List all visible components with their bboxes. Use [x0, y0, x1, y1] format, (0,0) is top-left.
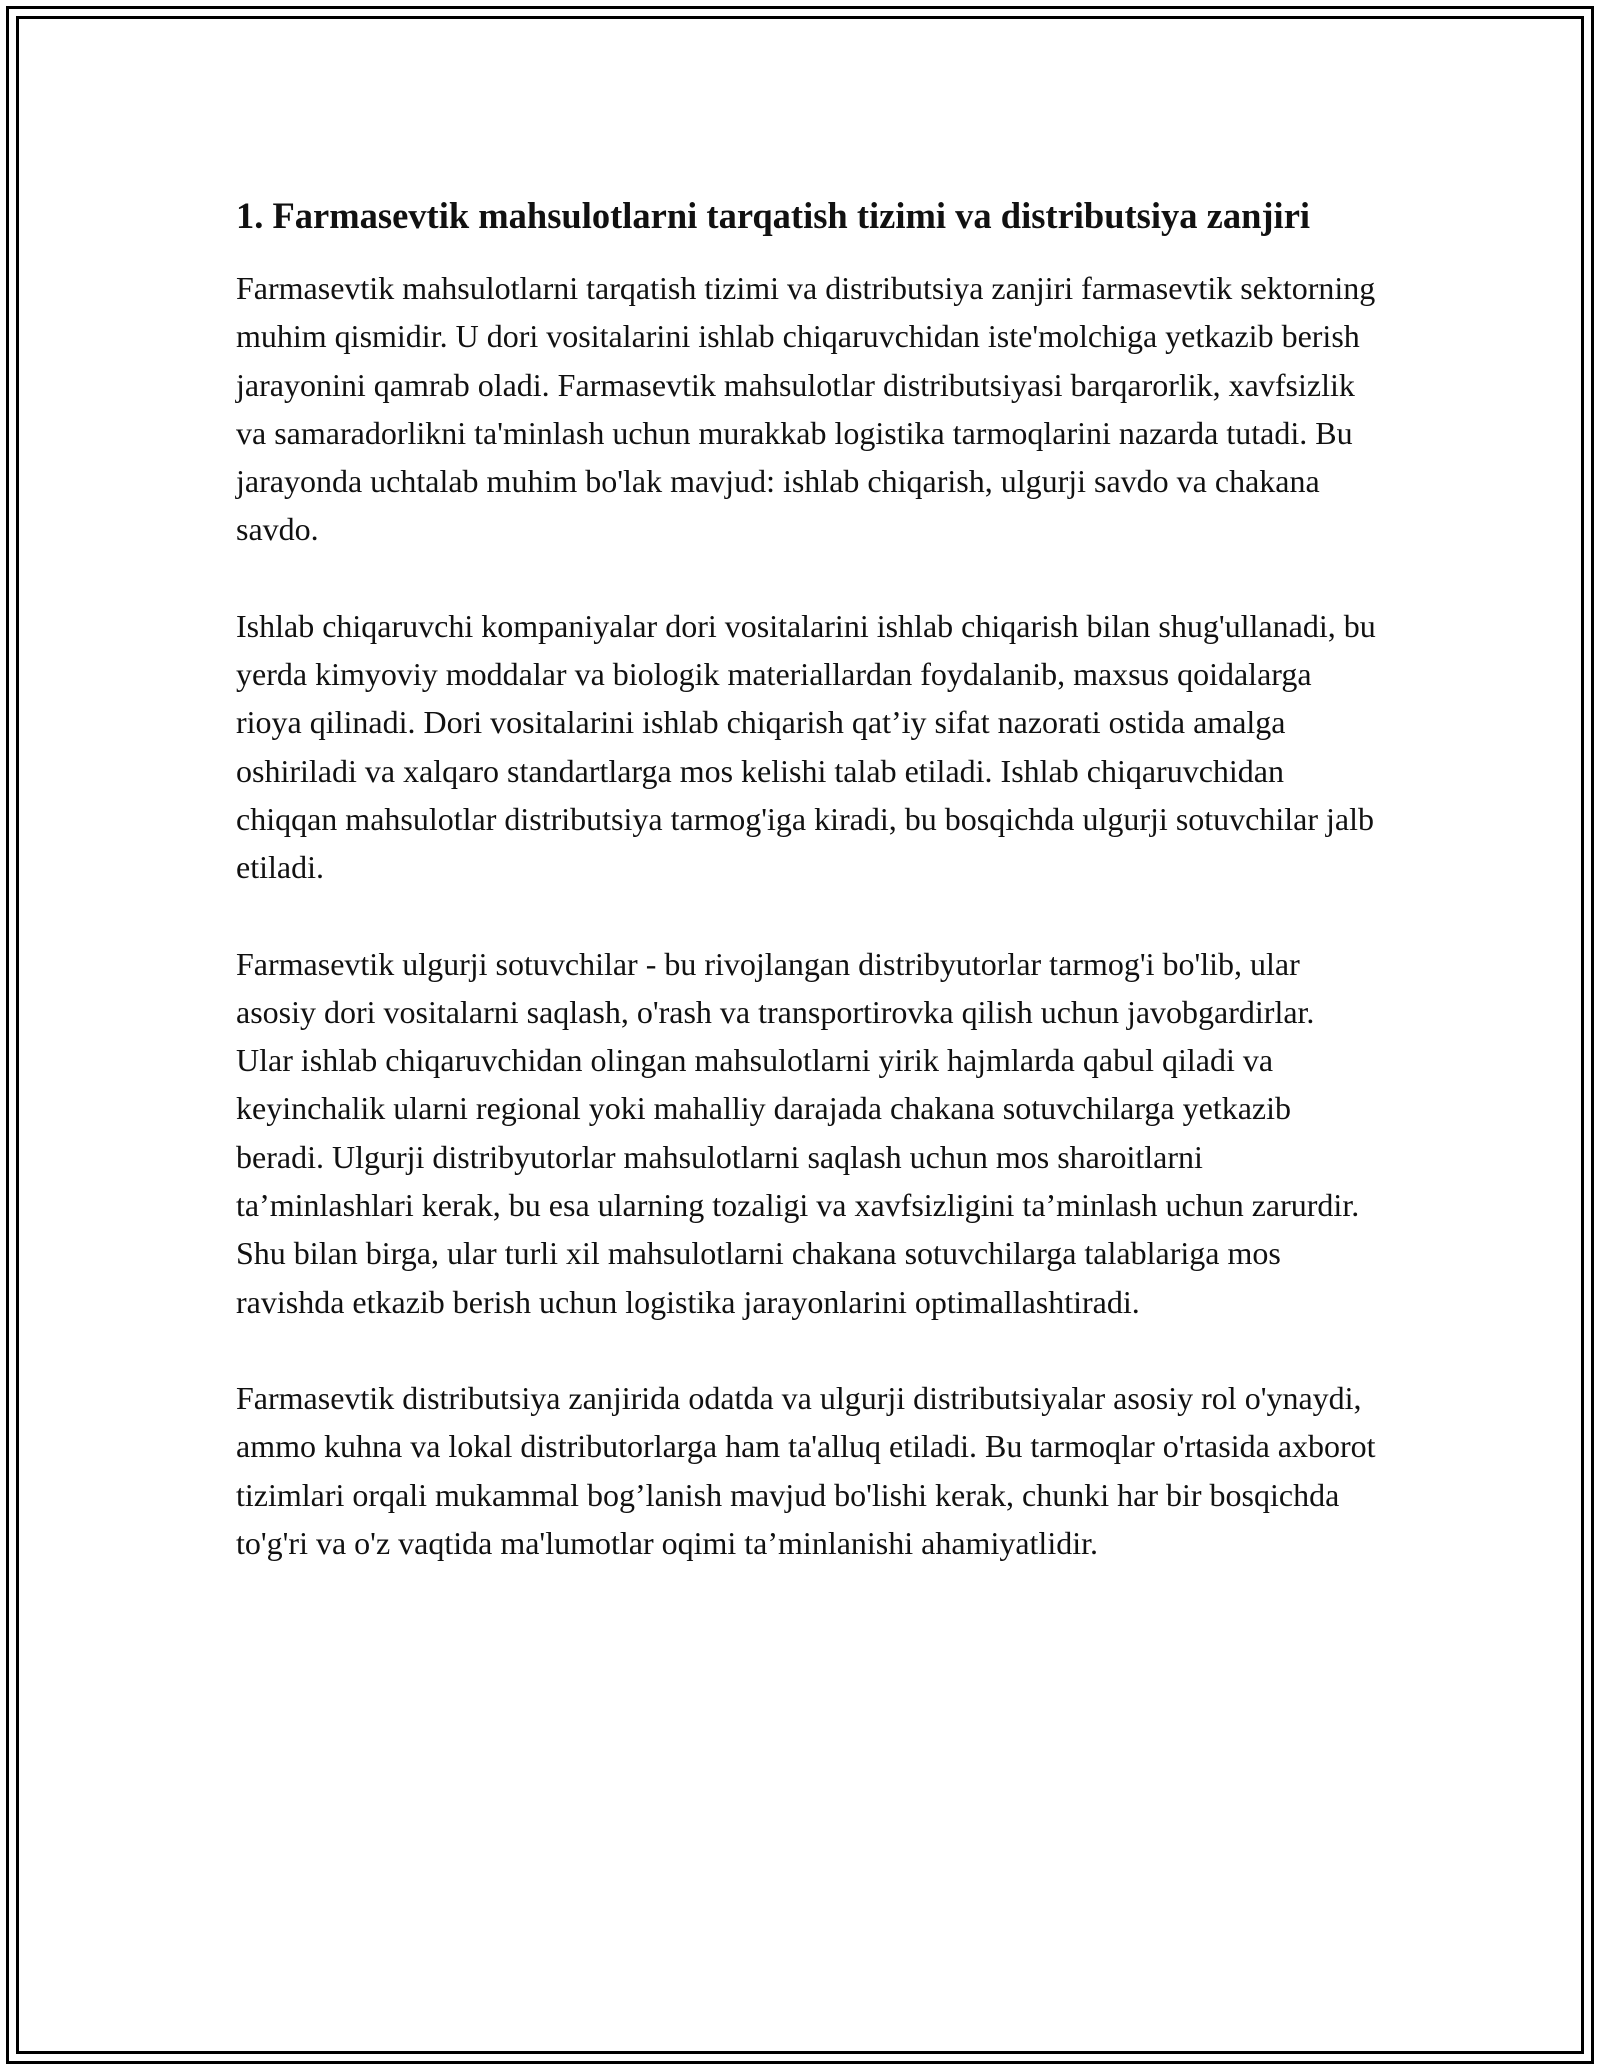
document-body [236, 188, 1376, 1615]
section-title: 1. Farmasevtik mahsulotlarni tarqatish tizimi va distributsiya zanjiri [236, 195, 1311, 236]
paragraph-3: Farmasevtik ulgurji sotuvchilar - bu rivojlangan distribyutorlar tarmog'i bo'lib, ular asosiy dori vositalarni saqlash, o'rash va transportirovka qilish uchun javobgardirlar. Ular ishlab chiqaruvchidan olingan mahsulotlarni yirik hajmlarda qabul qiladi va keyinchalik ularni regional yoki mahalliy darajada chakana sotuvchilarga yetkazib beradi. Ulgurji distribyutorlar mahsulotlarni saqlash uchun mos sharoitlarni ta’minlashlari kerak, bu esa ularning tozaligi va xavfsizligini ta’minlash uchun zarurdir. Shu bilan birga, ular turli xil mahsulotlarni chakana sotuvchilarga talablariga mos ravishda etkazib berish uchun logistika jarayonlarini optimallashtiradi. [236, 945, 1360, 1320]
paragraph-1: Farmasevtik mahsulotlarni tarqatish tizimi va distributsiya zanjiri farmasevtik sektorning muhim qismidir. U dori vositalarini ishlab chiqaruvchidan iste'molchiga yetkazib berish jarayonini qamrab oladi. Farmasevtik mahsulotlar distributsiyasi barqarorlik, xavfsizlik va samaradorlikni ta'minlash uchun murakkab logistika tarmoqlarini nazarda tutadi. Bu jarayonda uchtalab muhim bo'lak mavjud: ishlab chiqarish, ulgurji savdo va chakana savdo. [236, 270, 1376, 548]
paragraph-2: Ishlab chiqaruvchi kompaniyalar dori vositalarini ishlab chiqarish bilan shug'ullanadi, bu yerda kimyoviy moddalar va biologik materiallardan foydalanib, maxsus qoidalarga rioya qilinadi. Dori vositalarini ishlab chiqarish qat’iy sifat nazorati ostida amalga oshiriladi va xalqaro standartlarga mos kelishi talab etiladi. Ishlab chiqaruvchidan chiqqan mahsulotlar distributsiya tarmog'iga kiradi, bu bosqichda ulgurji sotuvchilar jalb etiladi. [236, 607, 1376, 886]
paragraph-4: Farmasevtik distributsiya zanjirida odatda va ulgurji distributsiyalar asosiy rol o'ynaydi, ammo kuhna va lokal distributorlarga ham ta'alluq etiladi. Bu tarmoqlar o'rtasida axborot tizimlari orqali mukammal bog’lanish mavjud bo'lishi kerak, chunki har bir bosqichda to'g'ri va o'z vaqtida ma'lumotlar oqimi ta’minlanishi ahamiyatlidir. [236, 1379, 1376, 1561]
